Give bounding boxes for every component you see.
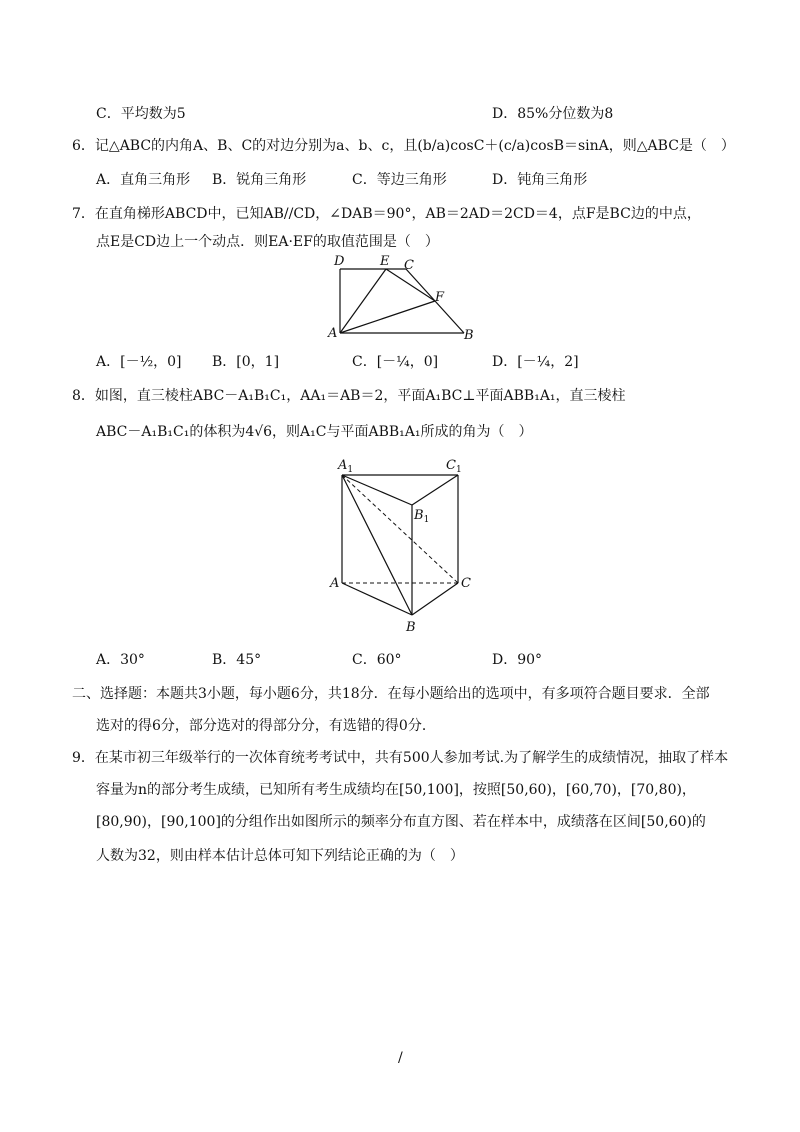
question-8-stem-line2: ABC－A₁B₁C₁的体积为4√6，则A₁C与平面ABB₁A₁所成的角为（ ）	[96, 424, 533, 440]
q6-option-b: B．锐角三角形	[212, 172, 307, 188]
label-c: C	[404, 258, 414, 273]
question-number: 6．	[72, 138, 95, 154]
label-e: E	[380, 255, 390, 269]
q7-option-b: B．[0，1]	[212, 354, 280, 370]
edge-a1b1	[342, 475, 412, 505]
edge-b1c1	[412, 475, 458, 505]
label-a1: $A_1$	[338, 458, 354, 475]
prism-figure	[326, 455, 486, 637]
question-7-stem-line1	[72, 204, 701, 224]
label-b1: $B_1$	[414, 508, 430, 525]
segment-af	[340, 301, 435, 333]
label-f: F	[435, 290, 445, 305]
section-2-header-line2: 选对的得6分，部分选对的得部分分，有选错的得0分．	[96, 718, 436, 734]
label-c: C	[461, 576, 471, 591]
edge-bc	[412, 583, 458, 615]
q8-option-a: A．30°	[96, 652, 145, 668]
question-9-line1	[72, 748, 728, 768]
question-8-stem-line1	[72, 386, 626, 406]
question-9-line2: 容量为n的部分考生成绩，已知所有考生成绩均在[50,100]，按照[50,60)，[60,70)，[70,80)，	[96, 782, 696, 798]
question-number: 9．	[72, 750, 95, 766]
option-c-prev: C．平均数为5	[96, 106, 186, 122]
q7-option-a: A．[－½，0]	[96, 354, 182, 370]
segment-ae	[340, 269, 386, 333]
question-9-line4: 人数为32，则由样本估计总体可知下列结论正确的为（ ）	[96, 848, 464, 864]
question-text: 记△ABC的内角A、B、C的对边分别为a、b、c，且(b/a)cosC＋(c/a)cosB＝sinA，则△ABC是（ ）	[94, 138, 735, 154]
option-d-prev: D．85%分位数为8	[492, 106, 614, 122]
q7-option-c: C．[－¼，0]	[352, 354, 439, 370]
question-text: 在某市初三年级举行的一次体育统考考试中，共有500人参加考试.为了解学生的成绩情况，抽取了样本	[94, 750, 729, 766]
q6-option-d: D．钝角三角形	[492, 172, 588, 188]
section-2-header-line1: 二、选择题：本题共3小题，每小题6分，共18分．在每小题给出的选项中，有多项符合题目要求．全部	[72, 686, 710, 702]
q8-option-c: C．60°	[352, 652, 402, 668]
label-d: D	[334, 255, 345, 269]
question-number: 8．	[72, 388, 95, 404]
q8-option-d: D．90°	[492, 652, 543, 668]
label-c1: $C_1$	[446, 458, 462, 475]
question-text: 在直角梯形ABCD中，已知AB//CD，∠DAB＝90°，AB＝2AD＝2CD＝4，点F是BC边的中点，	[94, 206, 701, 222]
question-number: 7．	[72, 206, 95, 222]
question-7-stem-line2: 点E是CD边上一个动点．则EA·EF的取值范围是（ ）	[96, 234, 439, 250]
segment-a1c-hidden	[342, 475, 458, 583]
trapezoid-figure	[322, 255, 482, 347]
label-a: A	[328, 326, 338, 341]
q8-option-b: B．45°	[212, 652, 262, 668]
segment-a1b	[342, 475, 412, 615]
label-a: A	[330, 576, 340, 591]
label-b: B	[464, 328, 474, 343]
question-text: 如图，直三棱柱ABC－A₁B₁C₁，AA₁＝AB＝2，平面A₁BC⊥平面ABB₁A₁，直三棱柱	[94, 388, 626, 404]
q6-option-a: A．直角三角形	[96, 172, 191, 188]
q6-option-c: C．等边三角形	[352, 172, 447, 188]
question-9-line3: [80,90)，[90,100]的分组作出如图所示的频率分布直方图、若在样本中，成绩落在区间[50,60)的	[96, 814, 706, 830]
edge-ab	[342, 583, 412, 615]
page-number: /	[398, 1050, 403, 1066]
label-b: B	[406, 620, 416, 635]
question-6-stem	[72, 136, 735, 156]
q7-option-d: D．[－¼，2]	[492, 354, 579, 370]
